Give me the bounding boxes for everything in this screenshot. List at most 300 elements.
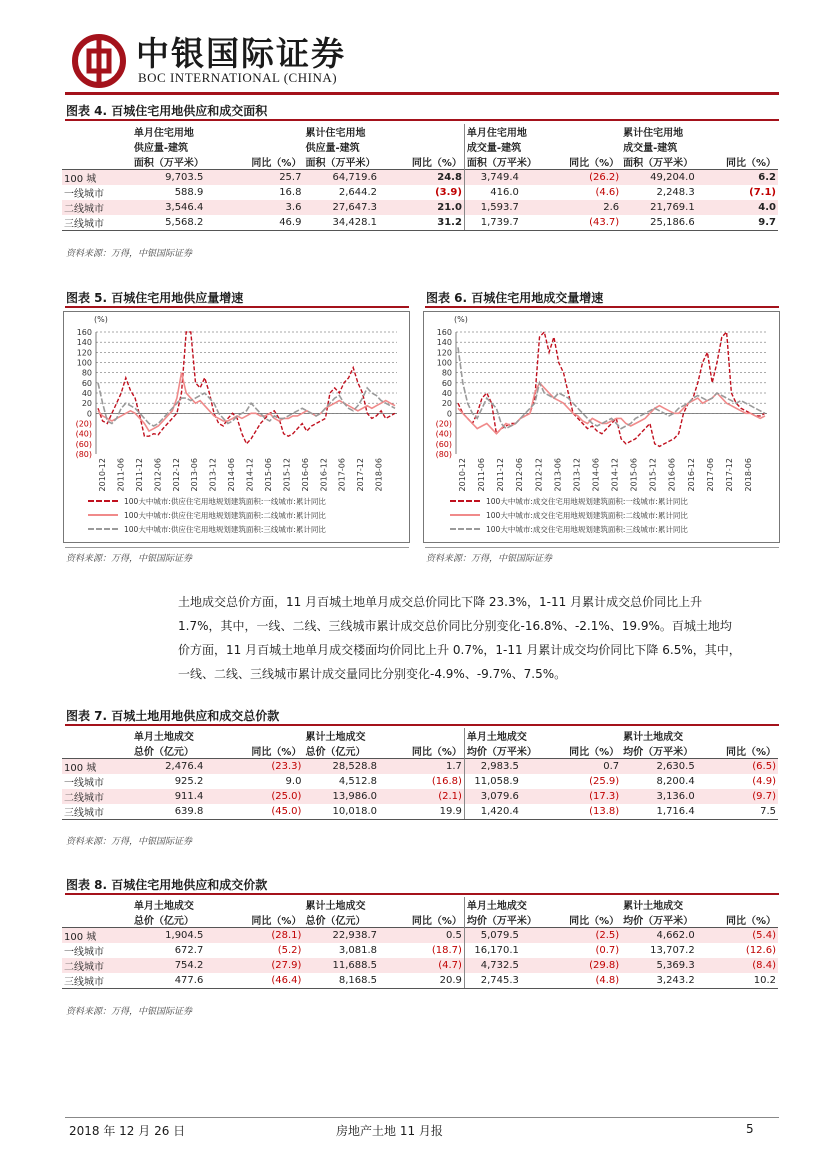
legend-swatch xyxy=(88,500,118,502)
table-cell: 4,512.8 xyxy=(338,776,377,787)
y-tick-label: 160 xyxy=(76,328,92,337)
y-tick-label: 120 xyxy=(436,348,452,358)
column-header xyxy=(403,139,464,154)
table-cell: (45.0) xyxy=(229,804,303,820)
table-cell: 9.0 xyxy=(285,776,302,787)
chart5-source-rule xyxy=(65,547,409,548)
table-row xyxy=(62,170,778,186)
y-tick-label: 140 xyxy=(76,338,92,348)
table-cell: (13.8) xyxy=(545,804,621,820)
column-header: 同比（%） xyxy=(569,158,620,169)
column-header xyxy=(545,124,621,139)
x-tick-label: 2012-06 xyxy=(153,458,163,492)
table8-source: 资料来源：万得，中银国际证券 xyxy=(66,1007,193,1017)
table-cell: (5.4) xyxy=(721,928,778,944)
table-cell: 1,739.7 xyxy=(464,215,544,231)
table-cell: 1,716.4 xyxy=(621,804,721,820)
table8-title: 图表 8. 百城住宅用地供应和成交价款 xyxy=(66,878,268,892)
series-line-1 xyxy=(458,332,765,446)
table-cell: 64,719.6 xyxy=(303,170,403,186)
legend-item xyxy=(450,522,688,536)
table-cell: (3.9) xyxy=(435,187,462,198)
y-tick-label: 120 xyxy=(76,348,92,358)
table-header-row xyxy=(62,897,778,912)
column-header: 同比（%） xyxy=(725,158,776,169)
x-tick-label: 2011-12 xyxy=(496,458,506,492)
y-tick-label: 100 xyxy=(76,358,92,368)
row-label: 二线城市 xyxy=(62,789,132,804)
table8-title-rule xyxy=(65,893,779,895)
column-header xyxy=(229,139,303,154)
y-unit-label: (%) xyxy=(94,315,108,324)
y-tick-label: (20) xyxy=(435,419,452,429)
y-tick-label: (60) xyxy=(75,439,92,449)
table-cell: 25.7 xyxy=(229,170,303,186)
x-tick-label: 2015-12 xyxy=(282,458,292,492)
column-header: 单月住宅用地 xyxy=(464,124,544,139)
column-header xyxy=(721,728,778,743)
y-tick-label: 0 xyxy=(446,409,452,419)
table-cell: 46.9 xyxy=(229,215,303,231)
table-header-row xyxy=(62,154,778,170)
table-cell: 3,243.2 xyxy=(621,973,721,989)
table-cell: 9,703.5 xyxy=(132,170,229,186)
table-cell: 2,644.2 xyxy=(338,187,377,198)
header-corner xyxy=(62,154,132,170)
table-cell: 4,732.5 xyxy=(464,958,544,973)
chart6-source: 资料来源：万得，中银国际证券 xyxy=(426,554,553,564)
series-line-3 xyxy=(458,347,765,428)
table-cell: (43.7) xyxy=(545,215,621,231)
table-cell: 6.2 xyxy=(721,170,778,186)
series-line-2 xyxy=(98,373,395,431)
header-corner xyxy=(62,897,132,912)
x-tick-label: 2011-06 xyxy=(477,458,487,492)
table-cell: 2,630.5 xyxy=(621,759,721,775)
table-row xyxy=(62,215,778,231)
x-tick-label: 2014-06 xyxy=(591,458,601,492)
column-header: 面积（万平米） xyxy=(623,158,694,169)
chart6-plot xyxy=(424,312,779,492)
table-cell: 1,904.5 xyxy=(132,928,229,944)
table-cell: 5,369.3 xyxy=(621,958,721,973)
table7-title: 图表 7. 百城土地用地供应和成交总价款 xyxy=(66,709,280,723)
column-header: 面积（万平米） xyxy=(464,154,544,170)
header-corner xyxy=(62,728,132,743)
table-cell: 8,200.4 xyxy=(656,776,695,787)
chart5-source: 资料来源：万得，中银国际证券 xyxy=(66,554,193,564)
legend-label: 100大中城市:成交住宅用地规划建筑面积:二线城市:累计同比 xyxy=(486,510,688,520)
table-cell: 10.2 xyxy=(721,973,778,989)
table-cell: (2.1) xyxy=(403,789,464,804)
y-tick-label: 20 xyxy=(441,399,452,409)
brand-name-cn: 中银国际证券 xyxy=(136,34,346,73)
table-cell: 416.0 xyxy=(464,185,544,200)
row-label: 一线城市 xyxy=(64,947,104,958)
table-cell: 4,662.0 xyxy=(621,928,721,944)
x-tick-label: 2012-06 xyxy=(515,458,525,492)
table-cell: 754.2 xyxy=(132,958,229,973)
column-header: 累计住宅用地 xyxy=(623,128,684,139)
header-corner xyxy=(62,139,132,154)
table-cell: (6.5) xyxy=(721,759,778,775)
column-header: 同比（%） xyxy=(569,916,620,927)
row-label: 100 城 xyxy=(62,170,132,186)
table4-source: 资料来源：万得，中银国际证券 xyxy=(66,249,193,259)
x-tick-label: 2018-06 xyxy=(374,458,384,492)
table-cell: (17.3) xyxy=(545,789,621,804)
y-tick-label: 140 xyxy=(436,338,452,348)
column-header: 同比（%） xyxy=(411,916,462,927)
column-header: 面积（万平米） xyxy=(305,158,376,169)
table4 xyxy=(62,124,778,231)
column-header: 面积（万平米） xyxy=(133,158,204,169)
x-tick-label: 2017-12 xyxy=(356,458,366,492)
x-tick-label: 2015-06 xyxy=(263,458,273,492)
column-header: 同比（%） xyxy=(725,747,776,758)
table-cell: (8.4) xyxy=(721,958,778,973)
table-cell: 10,018.0 xyxy=(303,804,403,820)
table-cell: (27.9) xyxy=(229,958,303,973)
table-row xyxy=(62,943,778,958)
column-header: 总价（亿元） xyxy=(133,916,194,927)
table-cell: (9.7) xyxy=(721,789,778,804)
boc-logo xyxy=(72,34,126,88)
table-cell: 21,769.1 xyxy=(621,200,721,215)
table-row xyxy=(62,804,778,820)
table7-source: 资料来源：万得，中银国际证券 xyxy=(66,837,193,847)
column-header: 同比（%） xyxy=(251,158,302,169)
table-cell: 5,079.5 xyxy=(464,928,544,944)
x-tick-label: 2017-06 xyxy=(705,458,715,492)
legend-item xyxy=(88,508,326,522)
table-cell: (0.7) xyxy=(595,945,620,956)
table-cell: (12.6) xyxy=(745,945,776,956)
x-tick-label: 2016-12 xyxy=(319,458,329,492)
table-cell: (2.5) xyxy=(545,928,621,944)
paragraph-line: 价方面，11 月百城土地单月成交楼面均价同比上升 0.7%，1-11 月累计成交均价同比下降 6.5%，其中， xyxy=(178,643,741,657)
chart5-legend xyxy=(88,494,326,536)
table8 xyxy=(62,897,778,989)
table-cell: 11,058.9 xyxy=(464,774,544,789)
column-header: 供应量-建筑 xyxy=(305,143,360,154)
table-cell: 34,428.1 xyxy=(303,215,403,231)
row-label: 100 城 xyxy=(62,928,132,944)
row-label: 一线城市 xyxy=(64,778,104,789)
y-tick-label: 60 xyxy=(81,378,92,388)
row-label: 三线城市 xyxy=(62,215,132,231)
y-tick-label: 60 xyxy=(441,378,452,388)
table-cell: 588.9 xyxy=(174,187,204,198)
table-cell: 2,983.5 xyxy=(464,759,544,775)
column-header: 单月土地成交 xyxy=(464,897,544,912)
legend-swatch xyxy=(450,528,480,530)
legend-label: 100大中城市:成交住宅用地规划建筑面积:一线城市:累计同比 xyxy=(486,496,688,506)
column-header: 同比（%） xyxy=(411,158,462,169)
series-line-1 xyxy=(98,332,395,444)
x-tick-label: 2015-12 xyxy=(648,458,658,492)
column-header xyxy=(229,897,303,912)
table4-title-rule xyxy=(65,119,779,121)
y-tick-label: (80) xyxy=(75,450,92,459)
table-cell: 3,079.6 xyxy=(464,789,544,804)
table-row xyxy=(62,958,778,973)
table-row xyxy=(62,200,778,215)
table-cell: (25.9) xyxy=(589,776,620,787)
y-tick-label: (80) xyxy=(435,450,452,459)
column-header: 同比（%） xyxy=(251,747,302,758)
table4-title: 图表 4. 百城住宅用地供应和成交面积 xyxy=(66,104,268,118)
x-tick-label: 2012-12 xyxy=(534,458,544,492)
table-cell: 5,568.2 xyxy=(132,215,229,231)
table-header-row xyxy=(62,743,778,759)
column-header: 均价（万平米） xyxy=(464,743,544,759)
legend-item xyxy=(88,494,326,508)
chart5-plot xyxy=(64,312,409,492)
table-cell: 925.2 xyxy=(174,776,204,787)
page-number: 5 xyxy=(746,1122,754,1136)
column-header xyxy=(229,728,303,743)
chart6-source-rule xyxy=(425,547,779,548)
x-tick-label: 2014-12 xyxy=(610,458,620,492)
table-row xyxy=(62,973,778,989)
column-header: 同比（%） xyxy=(725,916,776,927)
column-header xyxy=(403,728,464,743)
table-cell: 24.8 xyxy=(403,170,464,186)
table-cell: 477.6 xyxy=(132,973,229,989)
column-header: 成交量-建筑 xyxy=(464,139,544,154)
table-row xyxy=(62,185,778,200)
table-cell: (16.8) xyxy=(431,776,462,787)
chart6-frame xyxy=(423,311,780,543)
x-tick-label: 2015-06 xyxy=(629,458,639,492)
column-header: 累计土地成交 xyxy=(623,732,684,743)
table-header-row xyxy=(62,728,778,743)
table-cell: 16,170.1 xyxy=(464,943,544,958)
chart6-title: 图表 6. 百城住宅用地成交量增速 xyxy=(426,291,604,305)
column-header: 累计土地成交 xyxy=(623,901,684,912)
column-header: 均价（万平米） xyxy=(623,916,694,927)
table-cell: 19.9 xyxy=(403,804,464,820)
table-cell: 7.5 xyxy=(721,804,778,820)
x-tick-label: 2014-06 xyxy=(227,458,237,492)
table-row xyxy=(62,789,778,804)
column-header: 累计土地成交 xyxy=(305,901,366,912)
table-header-row xyxy=(62,124,778,139)
x-tick-label: 2013-06 xyxy=(190,458,200,492)
table-cell: (46.4) xyxy=(229,973,303,989)
row-label: 三线城市 xyxy=(62,804,132,820)
column-header: 累计住宅用地 xyxy=(305,128,366,139)
y-tick-label: 160 xyxy=(436,328,452,337)
table7-title-rule xyxy=(65,724,779,726)
table-cell: 639.8 xyxy=(132,804,229,820)
table-cell: (29.8) xyxy=(545,958,621,973)
y-tick-label: 40 xyxy=(441,389,452,398)
row-label: 三线城市 xyxy=(62,973,132,989)
column-header: 单月土地成交 xyxy=(464,728,544,743)
header-corner xyxy=(62,124,132,139)
row-label: 一线城市 xyxy=(64,189,104,200)
y-tick-label: (40) xyxy=(435,429,452,439)
x-tick-label: 2013-06 xyxy=(553,458,563,492)
legend-item xyxy=(450,494,688,508)
table-cell: (4.6) xyxy=(595,187,620,198)
table-cell: 0.7 xyxy=(545,759,621,775)
y-tick-label: 0 xyxy=(86,409,92,419)
row-label: 100 城 xyxy=(62,759,132,775)
column-header: 供应量-建筑 xyxy=(133,143,189,154)
x-tick-label: 2017-06 xyxy=(337,458,347,492)
y-tick-label: 80 xyxy=(81,368,92,378)
legend-label: 100大中城市:供应住宅用地规划建筑面积:三线城市:累计同比 xyxy=(124,524,326,534)
table-row xyxy=(62,774,778,789)
chart5-frame xyxy=(63,311,410,543)
x-tick-label: 2018-06 xyxy=(743,458,753,492)
table-cell: (18.7) xyxy=(431,945,462,956)
x-tick-label: 2014-12 xyxy=(245,458,255,492)
table-cell: 1,420.4 xyxy=(464,804,544,820)
table-cell: (23.3) xyxy=(229,759,303,775)
footer-date: 2018 年 12 月 26 日 xyxy=(69,1124,186,1138)
legend-swatch xyxy=(450,514,480,516)
table-cell: 27,647.3 xyxy=(303,200,403,215)
chart6-title-rule xyxy=(425,306,779,308)
x-tick-label: 2012-12 xyxy=(171,458,181,492)
table-cell: 49,204.0 xyxy=(621,170,721,186)
y-tick-label: 100 xyxy=(436,358,452,368)
y-tick-label: 20 xyxy=(81,399,92,409)
table-cell: 13,986.0 xyxy=(303,789,403,804)
legend-item xyxy=(450,508,688,522)
table-cell: 16.8 xyxy=(279,187,302,198)
y-tick-label: 40 xyxy=(81,389,92,398)
paragraph-line: 一线、二线、三线城市累计成交量同比分别变化-4.9%、-9.7%、7.5%。 xyxy=(178,667,567,681)
body-paragraph xyxy=(178,590,778,686)
table-cell: 911.4 xyxy=(132,789,229,804)
legend-item xyxy=(88,522,326,536)
y-tick-label: (40) xyxy=(75,429,92,439)
legend-swatch xyxy=(88,514,118,516)
paragraph-line: 土地成交总价方面，11 月百城土地单月成交总价同比下降 23.3%，1-11 月累计成交总价同比上升 xyxy=(178,595,703,609)
table-cell: 3,081.8 xyxy=(338,945,377,956)
table-cell: 2,745.3 xyxy=(464,973,544,989)
table-cell: 31.2 xyxy=(403,215,464,231)
legend-label: 100大中城市:成交住宅用地规划建筑面积:三线城市:累计同比 xyxy=(486,524,688,534)
table-cell: (5.2) xyxy=(277,945,302,956)
chart5-title: 图表 5. 百城住宅用地供应量增速 xyxy=(66,291,244,305)
x-tick-label: 2011-06 xyxy=(116,458,126,492)
column-header xyxy=(721,897,778,912)
legend-swatch xyxy=(450,500,480,502)
footer-report-title: 房地产土地 11 月报 xyxy=(336,1124,443,1138)
column-header xyxy=(721,139,778,154)
table-cell: (4.9) xyxy=(752,776,776,787)
table-cell: 20.9 xyxy=(403,973,464,989)
table-cell: 672.7 xyxy=(174,945,204,956)
table-cell: 2,248.3 xyxy=(656,187,695,198)
table-header-row xyxy=(62,912,778,928)
y-tick-label: (60) xyxy=(435,439,452,449)
column-header: 累计土地成交 xyxy=(305,732,366,743)
column-header: 总价（亿元） xyxy=(305,747,366,758)
column-header xyxy=(545,139,621,154)
chart6-legend xyxy=(450,494,688,536)
x-tick-label: 2016-06 xyxy=(300,458,310,492)
table-cell: 8,168.5 xyxy=(303,973,403,989)
table-cell: 9.7 xyxy=(721,215,778,231)
x-tick-label: 2011-12 xyxy=(134,458,144,492)
table-cell: 3.6 xyxy=(229,200,303,215)
column-header xyxy=(403,897,464,912)
x-tick-label: 2010-12 xyxy=(458,458,467,492)
table-cell: (4.7) xyxy=(403,958,464,973)
table-cell: 21.0 xyxy=(403,200,464,215)
table-cell: 3,136.0 xyxy=(621,789,721,804)
footer-rule xyxy=(65,1117,779,1118)
column-header xyxy=(229,124,303,139)
column-header xyxy=(545,728,621,743)
paragraph-line: 1.7%，其中，一线、二线、三线城市累计成交总价同比分别变化-16.8%、-2.1%、19.9%。百城土地均 xyxy=(178,619,732,633)
header-rule xyxy=(65,92,779,95)
table-cell: 11,688.5 xyxy=(303,958,403,973)
table-cell: 1.7 xyxy=(403,759,464,775)
column-header: 均价（万平米） xyxy=(623,747,694,758)
column-header: 总价（亿元） xyxy=(305,916,366,927)
table-cell: (26.2) xyxy=(545,170,621,186)
table-row xyxy=(62,928,778,944)
table-cell: 13,707.2 xyxy=(650,945,695,956)
header-corner xyxy=(62,743,132,759)
legend-label: 100大中城市:供应住宅用地规划建筑面积:一线城市:累计同比 xyxy=(124,496,326,506)
column-header: 同比（%） xyxy=(411,747,462,758)
x-tick-label: 2013-12 xyxy=(208,458,218,492)
x-tick-label: 2013-12 xyxy=(572,458,582,492)
table-cell: 2.6 xyxy=(545,200,621,215)
column-header: 总价（亿元） xyxy=(133,747,194,758)
table-cell: 28,528.8 xyxy=(303,759,403,775)
series-line-3 xyxy=(98,383,395,426)
chart5-title-rule xyxy=(65,306,409,308)
column-header: 同比（%） xyxy=(569,747,620,758)
table-cell: 4.0 xyxy=(721,200,778,215)
legend-swatch xyxy=(88,528,118,530)
table-cell: (28.1) xyxy=(229,928,303,944)
column-header: 同比（%） xyxy=(251,916,302,927)
x-tick-label: 2016-06 xyxy=(667,458,677,492)
row-label: 二线城市 xyxy=(62,958,132,973)
table-cell: 25,186.6 xyxy=(621,215,721,231)
column-header: 单月土地成交 xyxy=(133,732,194,743)
column-header xyxy=(403,124,464,139)
column-header: 成交量-建筑 xyxy=(623,143,678,154)
table-cell: 0.5 xyxy=(403,928,464,944)
table-header-row xyxy=(62,139,778,154)
table-cell: 2,476.4 xyxy=(132,759,229,775)
table-cell: 1,593.7 xyxy=(464,200,544,215)
y-tick-label: 80 xyxy=(441,368,452,378)
legend-label: 100大中城市:供应住宅用地规划建筑面积:二线城市:累计同比 xyxy=(124,510,326,520)
x-tick-label: 2010-12 xyxy=(98,458,107,492)
x-tick-label: 2016-12 xyxy=(686,458,696,492)
y-tick-label: (20) xyxy=(75,419,92,429)
column-header: 单月住宅用地 xyxy=(133,128,194,139)
column-header xyxy=(545,897,621,912)
table-cell: (4.8) xyxy=(545,973,621,989)
column-header: 均价（万平米） xyxy=(464,912,544,928)
column-header: 单月土地成交 xyxy=(133,901,194,912)
header-corner xyxy=(62,912,132,928)
